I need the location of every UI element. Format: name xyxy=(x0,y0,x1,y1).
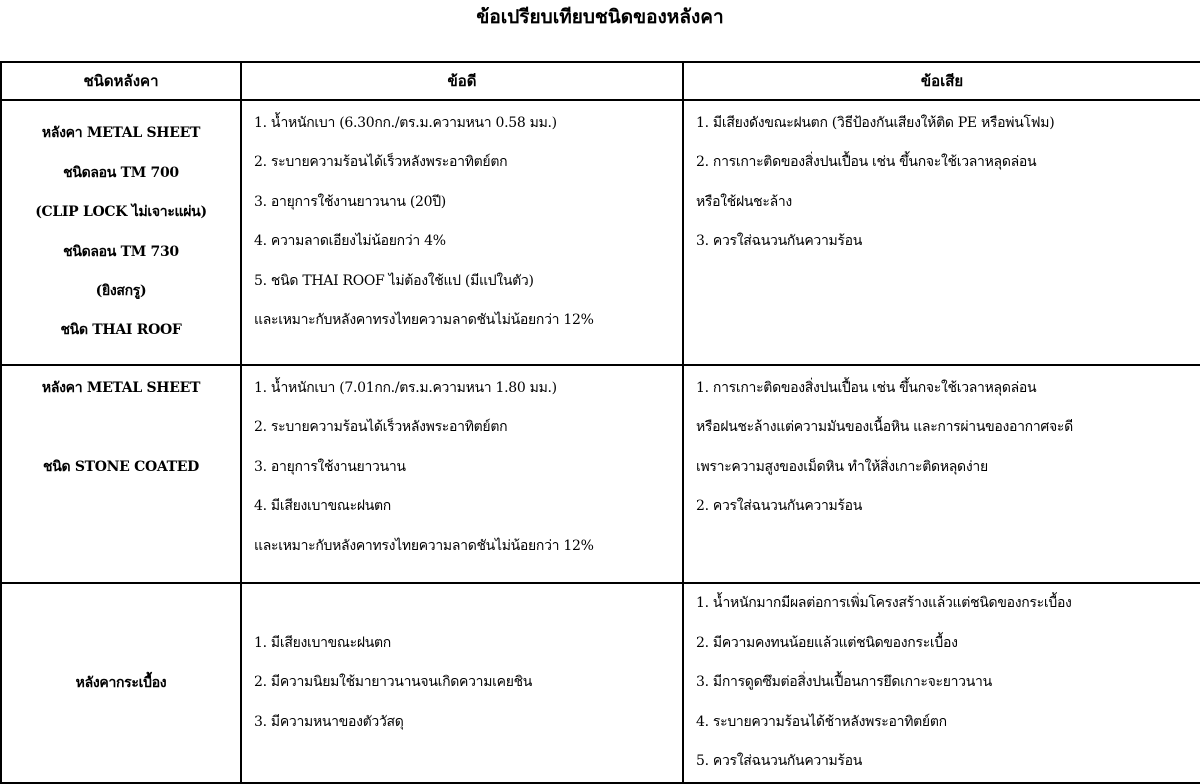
table-row xyxy=(1,100,1200,365)
header-roof-type: ชนิดหลังคา xyxy=(1,62,241,100)
header-advantages: ข้อดี xyxy=(241,62,683,100)
disadvantage-item: 2. มีความคงทนน้อยแล้วแต่ชนิดของกระเบื้อง xyxy=(696,634,958,651)
roof-type-cell xyxy=(1,365,241,583)
advantage-item: และเหมาะกับหลังคาทรงไทยความลาดชันไม่น้อยกว่า 12% xyxy=(254,537,594,554)
advantages-cell xyxy=(241,365,683,583)
roof-type-cell xyxy=(1,583,241,783)
advantages-cell xyxy=(241,583,683,783)
roof-type-line: (ยิงสกรู) xyxy=(95,282,147,299)
roof-type-line: ชนิดลอน TM 700 xyxy=(63,164,179,181)
advantage-item: 3. อายุการใช้งานยาวนาน (20ปี) xyxy=(254,193,446,210)
disadvantage-item: หรือฝนชะล้างแต่ความมันของเนื้อหิน และการผ่านของอากาศจะดี xyxy=(696,419,1073,436)
roof-type-cell xyxy=(1,100,241,365)
advantage-item: 1. น้ำหนักเบา (6.30กก./ตร.ม.ความหนา 0.58 มม.) xyxy=(254,115,557,131)
table-row xyxy=(1,583,1200,783)
header-disadvantages: ข้อเสีย xyxy=(683,62,1200,100)
disadvantage-item: เพราะความสูงของเม็ดหิน ทำให้สิ่งเกาะติดหลุดง่าย xyxy=(696,458,988,475)
disadvantage-item: หรือใช้ฝนชะล้าง xyxy=(696,193,792,210)
disadvantages-cell xyxy=(683,100,1200,365)
page-title: ข้อเปรียบเทียบชนิดของหลังคา xyxy=(476,6,724,28)
disadvantage-item: 1. น้ำหนักมากมีผลต่อการเพิ่มโครงสร้างแล้วแต่ชนิดของกระเบื้อง xyxy=(696,595,1072,612)
roof-type-line: ชนิดลอน TM 730 xyxy=(63,243,179,260)
roof-type-line: หลังคา METAL SHEET xyxy=(41,380,201,396)
advantage-item: 2. ระบายความร้อนได้เร็วหลังพระอาทิตย์ตก xyxy=(254,419,508,436)
roof-type-line: ชนิด THAI ROOF xyxy=(60,322,182,339)
disadvantage-item: 1. การเกาะติดของสิ่งปนเปื้อน เช่น ขึ้นกจะใช้เวลาหลุดล่อน xyxy=(696,380,1037,396)
disadvantage-item: 2. การเกาะติดของสิ่งปนเปื้อน เช่น ขึ้นกจะใช้เวลาหลุดล่อน xyxy=(696,154,1037,171)
advantage-item: 1. มีเสียงเบาขณะฝนตก xyxy=(254,634,391,651)
line-spacer xyxy=(2,408,240,447)
advantage-item: 4. ความลาดเอียงไม่น้อยกว่า 4% xyxy=(254,233,446,250)
advantage-item: 5. ชนิด THAI ROOF ไม่ต้องใช้แป (มีแปในตัว) xyxy=(254,272,534,289)
table-header-row xyxy=(1,62,1200,100)
advantage-item: 2. มีความนิยมใช้มายาวนานจนเกิดความเคยชิน xyxy=(254,674,533,691)
roof-comparison-table xyxy=(0,61,1200,784)
disadvantages-cell xyxy=(683,583,1200,783)
advantage-item: 3. มีความหนาของตัววัสดุ xyxy=(254,713,404,730)
disadvantage-item: 3. มีการดูดซึมต่อสิ่งปนเปื้อนการยึดเกาะจะยาวนาน xyxy=(696,674,992,691)
roof-type-line: (CLIP LOCK ไม่เจาะแผ่น) xyxy=(35,204,207,221)
disadvantage-item: 5. ควรใส่ฉนวนกันความร้อน xyxy=(696,753,863,770)
table-row xyxy=(1,365,1200,583)
advantages-cell xyxy=(241,100,683,365)
roof-type-line: หลังคา METAL SHEET xyxy=(41,125,201,142)
advantage-item: 4. มีเสียงเบาขณะฝนตก xyxy=(254,498,391,515)
advantage-item: 3. อายุการใช้งานยาวนาน xyxy=(254,458,406,475)
roof-type-line: หลังคากระเบื้อง xyxy=(75,675,167,691)
roof-type-line: ชนิด STONE COATED xyxy=(43,458,199,475)
advantage-item: 1. น้ำหนักเบา (7.01กก./ตร.ม.ความหนา 1.80 มม.) xyxy=(254,380,557,396)
disadvantage-item: 1. มีเสียงดังขณะฝนตก (วิธีป้องกันเสียงให้ติด PE หรือพ่นโฟม) xyxy=(696,115,1055,131)
advantage-item: 2. ระบายความร้อนได้เร็วหลังพระอาทิตย์ตก xyxy=(254,154,508,171)
disadvantage-item: 4. ระบายความร้อนได้ช้าหลังพระอาทิตย์ตก xyxy=(696,713,947,730)
disadvantage-item: 2. ควรใส่ฉนวนกันความร้อน xyxy=(696,498,863,515)
advantage-item: และเหมาะกับหลังคาทรงไทยความลาดชันไม่น้อยกว่า 12% xyxy=(254,312,594,329)
disadvantages-cell xyxy=(683,365,1200,583)
disadvantage-item: 3. ควรใส่ฉนวนกันความร้อน xyxy=(696,233,863,250)
